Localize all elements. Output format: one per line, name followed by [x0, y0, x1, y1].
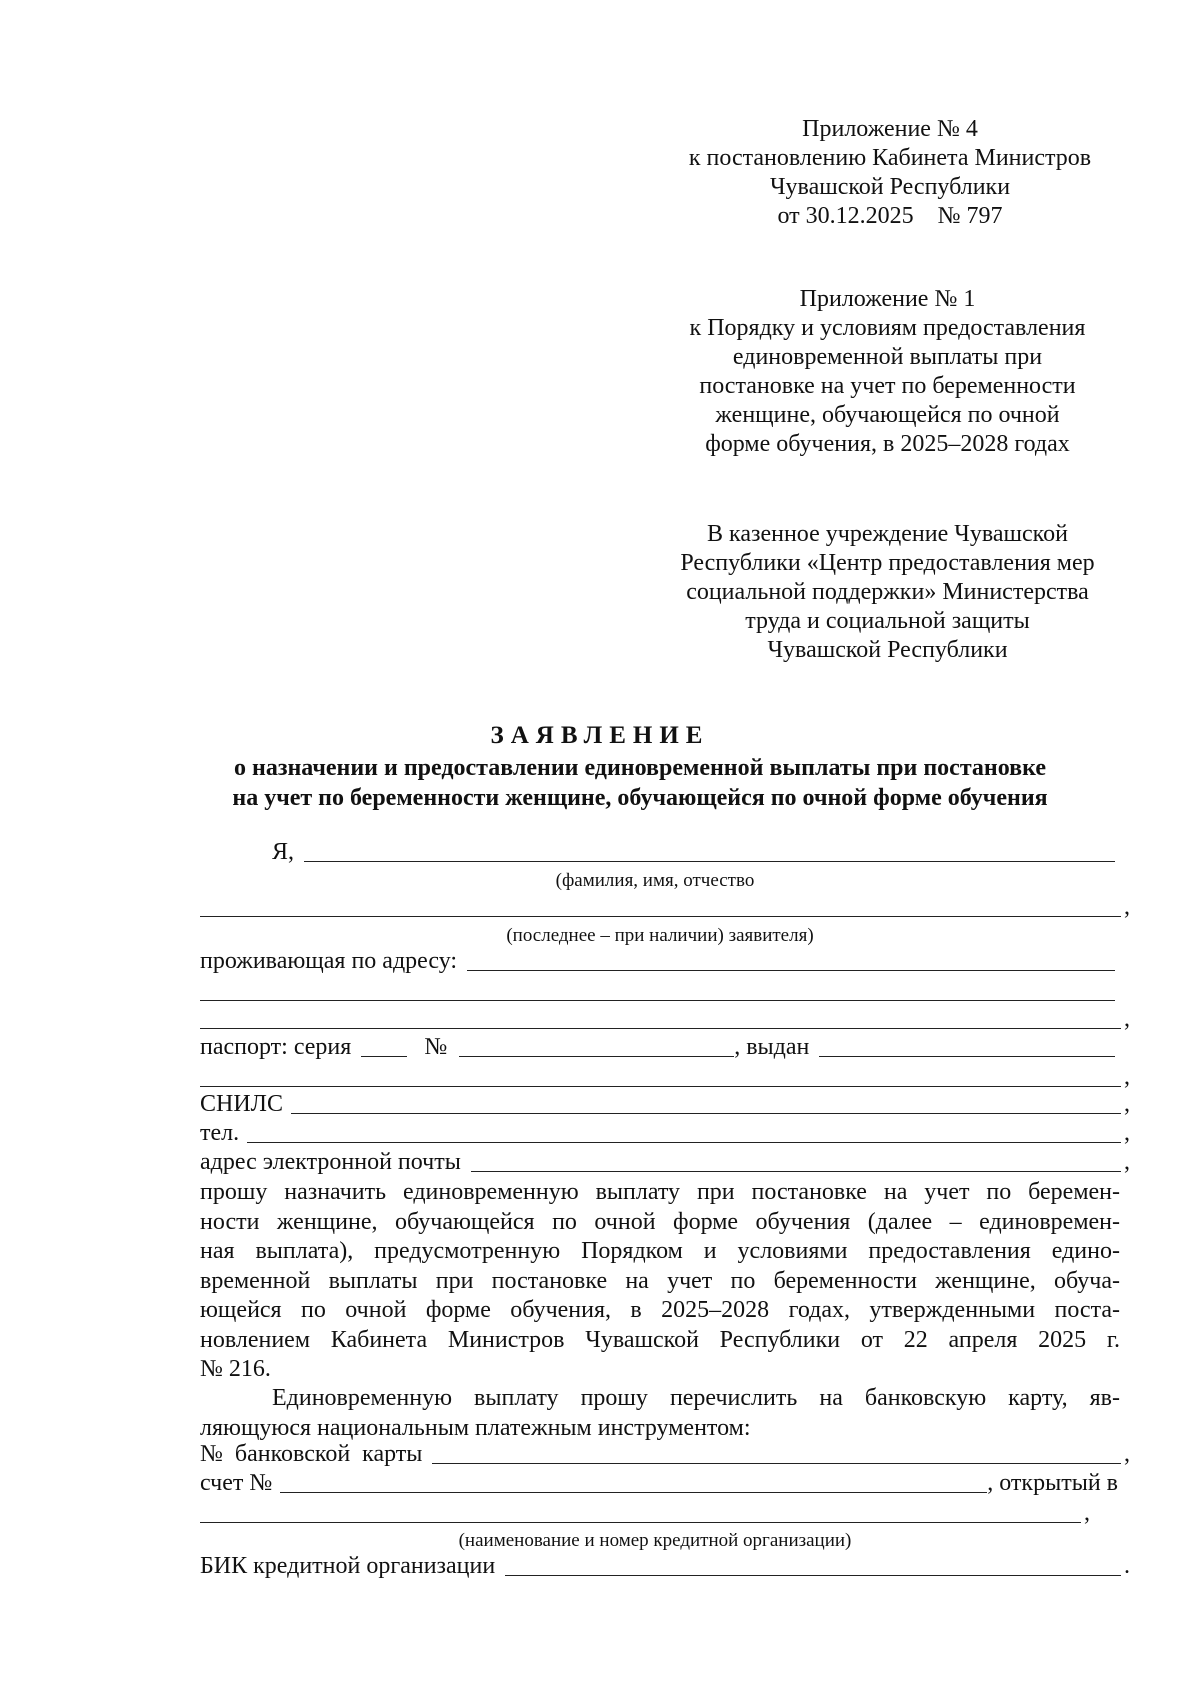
address-field-2[interactable]: [200, 978, 1115, 1001]
period: .: [1124, 1553, 1130, 1579]
applicant-name-field-2[interactable]: [200, 894, 1121, 917]
bank-row: [200, 1499, 1090, 1527]
bik-field[interactable]: [505, 1553, 1121, 1576]
paragraph-line: ная выплата), предусмотренную Порядком и условиями предоставления едино-: [200, 1238, 1120, 1264]
request-paragraph: [200, 1178, 1120, 1385]
annex-1-line: женщине, обучающейся по очной: [715, 402, 1060, 428]
fio-caption: (фамилия, имя, отчество: [555, 870, 755, 891]
comma: ,: [1124, 1149, 1130, 1175]
comma: ,: [1124, 1441, 1130, 1467]
annex-1-line: форме обучения, в 2025–2028 годах: [705, 431, 1070, 457]
addressee-block: [640, 520, 1135, 665]
annex-4-date-number: от 30.12.2025 № 797: [777, 203, 1003, 229]
annex-4-line: Приложение № 4: [802, 116, 978, 142]
account-row: [200, 1469, 1118, 1497]
comma: ,: [1124, 1091, 1130, 1117]
comma: ,: [1124, 894, 1130, 920]
card-label: № банковской карты: [200, 1441, 423, 1467]
email-field[interactable]: [471, 1149, 1121, 1172]
addressee-line: В казенное учреждение Чувашской: [707, 521, 1068, 547]
address-row-2: [200, 978, 1118, 1005]
passport-series-field[interactable]: [361, 1034, 407, 1057]
passport-number-field[interactable]: [459, 1034, 734, 1057]
fio-caption-2: (последнее – при наличии) заявителя): [506, 925, 814, 946]
bik-row: [200, 1552, 1130, 1580]
paragraph-line: новлением Кабинета Министров Чувашской Республики от 22 апреля 2025 г.: [200, 1326, 1120, 1353]
passport-issued-field[interactable]: [819, 1034, 1115, 1057]
snils-row: [200, 1090, 1130, 1118]
comma: ,: [1124, 1064, 1130, 1090]
card-number-field[interactable]: [432, 1441, 1121, 1464]
addressee-line: труда и социальной защиты: [745, 608, 1030, 634]
paragraph-line: временной выплаты при постановке на учет по беременности женщине, обуча-: [200, 1267, 1120, 1294]
email-row: [200, 1148, 1130, 1176]
annex-4-line: Чувашской Республики: [769, 174, 1011, 200]
annex-1-header: [650, 285, 1125, 459]
addressee-line: социальной поддержки» Министерства: [686, 579, 1089, 605]
paragraph-line: Единовременную выплату прошу перечислить на банковскую карту, яв-: [272, 1385, 1120, 1411]
opened-label: , открытый в: [987, 1470, 1118, 1496]
passport-issued-field-2[interactable]: [200, 1064, 1121, 1087]
annex-1-line: Приложение № 1: [799, 286, 976, 312]
paragraph-line: № 216.: [200, 1356, 271, 1382]
paragraph-line: ющейся по очной форме обучения, в 2025–2028 годах, утвержденными поста-: [200, 1297, 1120, 1323]
phone-row: [200, 1119, 1130, 1147]
paragraph-line: прошу назначить единовременную выплату при постановке на учет по беремен-: [200, 1179, 1120, 1205]
paragraph-line: ляющуюся национальным платежным инструментом:: [200, 1414, 751, 1441]
account-field[interactable]: [280, 1470, 987, 1493]
addressee-line: Чувашской Республики: [767, 637, 1008, 663]
passport-row: [200, 1033, 1118, 1061]
phone-field[interactable]: [247, 1120, 1121, 1143]
bank-caption: (наименование и номер кредитной организации): [458, 1530, 852, 1551]
i-label: Я,: [272, 839, 295, 865]
applicant-name-row-2: [200, 893, 1130, 921]
document-title: ЗАЯВЛЕНИЕ: [490, 722, 710, 749]
address-label: проживающая по адресу:: [200, 948, 458, 974]
email-label: адрес электронной почты: [200, 1149, 461, 1175]
annex-4-line: к постановлению Кабинета Министров: [688, 145, 1092, 171]
annex-1-line: единовременной выплаты при: [732, 344, 1043, 370]
address-row: [200, 947, 1118, 975]
annex-1-line: постановке на учет по беременности: [699, 373, 1076, 399]
card-row: [200, 1440, 1130, 1468]
comma: ,: [1084, 1500, 1090, 1526]
addressee-line: Республики «Центр предоставления мер: [680, 550, 1095, 576]
annex-1-line: к Порядку и условиям предоставления: [689, 315, 1086, 341]
annex-4-header: [655, 115, 1125, 231]
document-subtitle: [150, 753, 1130, 813]
passport-number-label: №: [424, 1034, 448, 1060]
snils-label: СНИЛС: [200, 1091, 283, 1117]
paragraph-line: ности женщине, обучающейся по очной форме обучения (далее – единовремен-: [200, 1208, 1120, 1235]
subtitle-line: на учет по беременности женщине, обучающейся по очной форме обучения: [232, 785, 1048, 811]
applicant-name-field[interactable]: [304, 839, 1115, 862]
address-field-3[interactable]: [200, 1006, 1121, 1029]
bank-field[interactable]: [200, 1500, 1081, 1523]
bik-label: БИК кредитной организации: [200, 1553, 496, 1579]
passport-label: паспорт: серия: [200, 1034, 352, 1060]
issued-label: , выдан: [734, 1034, 810, 1060]
subtitle-line: о назначении и предоставлении единовременной выплаты при постановке: [234, 755, 1046, 781]
passport-row-2: [200, 1063, 1130, 1091]
account-label: счет №: [200, 1470, 273, 1496]
address-field[interactable]: [467, 948, 1115, 971]
comma: ,: [1124, 1006, 1130, 1032]
comma: ,: [1124, 1120, 1130, 1146]
applicant-name-row: [272, 838, 1118, 866]
snils-field[interactable]: [291, 1091, 1121, 1114]
payment-paragraph: [200, 1384, 1120, 1443]
phone-label: тел.: [200, 1120, 240, 1146]
address-row-3: [200, 1005, 1130, 1033]
